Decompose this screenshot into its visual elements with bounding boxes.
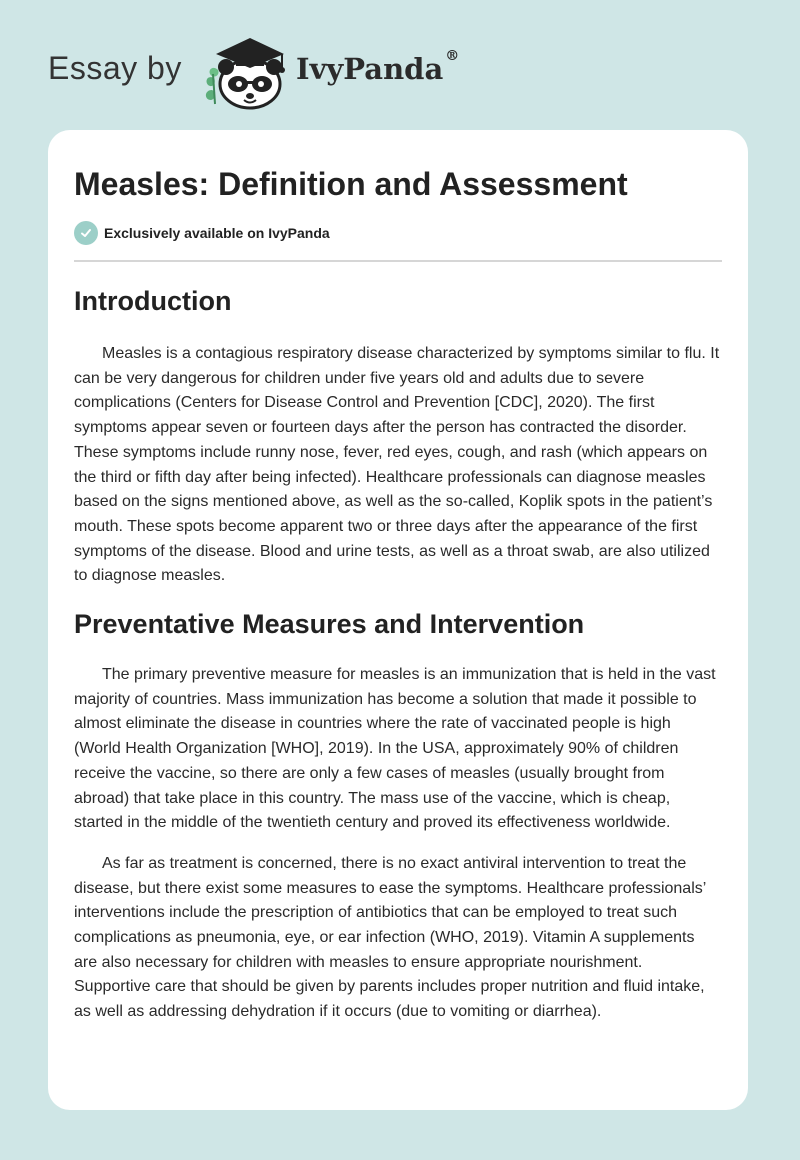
brand-prefix: Essay by	[48, 50, 182, 86]
exclusive-badge	[74, 220, 722, 246]
title-divider	[74, 260, 722, 262]
site-header	[0, 0, 800, 130]
badge-text: Exclusively available on IvyPanda	[104, 225, 330, 241]
section-heading-introduction: Introduction	[74, 286, 232, 316]
article-card	[48, 130, 748, 1110]
paragraph-introduction: Measles is a contagious respiratory disease characterized by symptoms similar to flu. It can be very dangerous for children under five years old and adults due to severe complications (Centers for Disease Control and Prevention [CDC], 2020). The first symptoms appear seven or fourteen days after the person has contracted the disorder. These symptoms include runny nose, fever, red eyes, cough, and rash (which appears on the third or fifth day after being infected). Healthcare professionals can diagnose measles based on the signs mentioned above, as well as the so-called, Koplik spots in the patient’s mouth. These spots become apparent two or three days after the appearance of the first symptoms of the disease. Blood and urine tests, as well as a throat swab, are also utilized to diagnose measles.	[74, 345, 720, 585]
panda-mascot-icon[interactable]	[196, 34, 292, 110]
paragraph-prevention: The primary preventive measure for measles is an immunization that is held in the vast majority of countries. Mass immunization has become a solution that made it possible to almost eliminate the disease in countries where the rate of vaccinated people is high (World Health Organization [WHO], 2019). In the USA, approximately 90% of children receive the vaccine, so there are only a few cases of measles (usually brought from abroad) that take place in this country. The mass use of the vaccine, which is cheap, started in the middle of the twentieth century and proved its effectiveness worldwide.	[74, 666, 716, 832]
section-heading-preventative-measures: Preventative Measures and Intervention	[74, 609, 585, 640]
brand-name[interactable]: IvyPanda ®	[296, 48, 460, 86]
paragraph-treatment: As far as treatment is concerned, there is no exact antiviral intervention to treat the disease, but there exist some measures to ease the symptoms. Healthcare professionals’ interventions include the prescription of antibiotics that can be employed to treat such complications as pneumonia, eye, or ear infection (WHO, 2019). Vitamin A supplements are also necessary for children with measles to ensure appropriate nourishment. Supportive care that should be given by parents includes proper nutrition and fluid intake, as well as addressing dehydration if it occurs (due to vomiting or diarrhea).	[74, 854, 706, 1021]
registered-mark: ®	[445, 48, 460, 64]
page-title: Measles: Definition and Assessment	[74, 166, 628, 202]
check-icon	[74, 221, 98, 245]
